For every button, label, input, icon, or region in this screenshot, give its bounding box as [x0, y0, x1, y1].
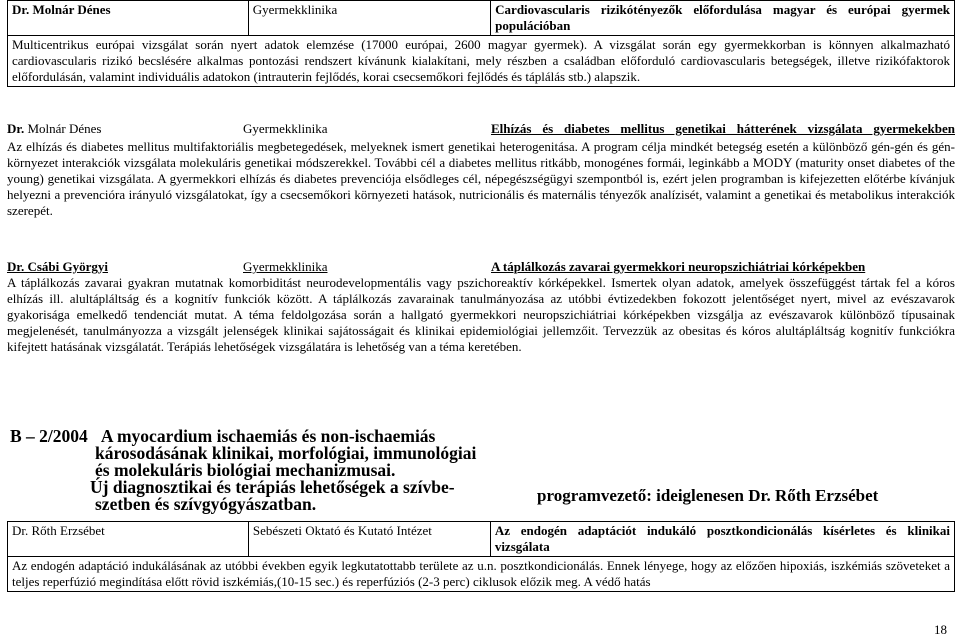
section-title-line-1: A myocardium ischaemiás és non-ischaemiás	[100, 426, 436, 446]
page-number: 18	[934, 622, 947, 637]
entry-institution: Gyermekklinika	[243, 121, 328, 136]
program-leader: programvezető: ideiglenesen Dr. Rőth Erzsébet	[537, 486, 879, 505]
entry-institution: Gyermekklinika	[248, 1, 490, 36]
section-title-line-5: szetben és szívgyógyászatban.	[95, 494, 317, 514]
entry-institution: Sebészeti Oktató és Kutató Intézet	[248, 522, 490, 557]
entry-1	[7, 0, 955, 87]
section-title-line-3: és molekuláris biológiai mechanizmusai.	[95, 460, 396, 480]
entry-author: Dr. Csábi Györgyi	[7, 259, 108, 274]
entry-title: Elhízás és diabetes mellitus genetikai hátterének vizsgálata gyermekekben	[491, 121, 955, 136]
entry-description: Az elhízás és diabetes mellitus multifaktoriális megbetegedések, melyeknek ismert genetikai heterogenitása. A program célja mindkét betegség esetén a különböző gén-gén és gén-környezet interakciók vizsgálata molekuláris genetikai módszerekkel. További cél a diabetes mellitus ritkább, monogénes formái, leginkább a MODY (maturity onset diabetes of the young) genetikai vizsgálata. A gyermekkori elhízás és diabetes prevenciója elsődleges cél, népegészségügyi szempontból is, ezért jelen programban is kifejezetten előtérbe kívánjuk helyezni a prevencióra irányuló vizsgálatokat, így a csecsemőkori környezeti hatások, nutricionális és maternális tényezők analízisét, valamint a genetikai és metabolikus interakciók szerepét.	[7, 139, 955, 218]
entry-description: Multicentrikus európai vizsgálat során nyert adatok elemzése (17000 európai, 2600 magyar gyermek). A vizsgálat során egy gyermekkorban is könnyen alkalmazható cardiovascularis rizikó becslésére alkalmas pontozási rendszert kívánunk kialakítani, mely részben a családban előforduló cardiovascularis betegségek, illetve rizikófaktorok előfordulásán, valamint individuális adatokon (intrauterin fejlődés, korai csecsemőkori fejlődés és táplálás stb.) alapszik.	[8, 36, 955, 87]
entry-author: Dr. Molnár Dénes	[8, 1, 249, 36]
entry-4	[7, 521, 955, 592]
entry-3	[7, 259, 955, 355]
entry-description: A táplálkozás zavarai gyakran mutatnak komorbiditást neurodevelopmentális vagy pszichoreaktív kórképekkel. Ismertek olyan adatok, amelyek összefüggést tártak fel a kóros elhízás ill. alultápláltság és a kognitív funkciók között. A táplálkozás zavarainak tanulmányozása az utóbbi évtizedekben fokozott jelentőséget nyert, mivel az evészavarok gyakorisága emelkedő tendenciát mutat. A téma feldolgozása során a hallgató gyermekkori neuropszichiátriai kórképekben vizsgálja az evészavarok különböző típusainak megjelenését, tanulmányozza a vizsgált jelenségek klinikai sajátosságait és klinikai epidemiológiai jellemzőit. Tervezzük az obesitas és kóros alultápláltság kognitív funkciókra kifejtett hatásának vizsgálatát. Terápiás lehetőségek vizsgálatára is lehetőség van a téma keretében.	[7, 275, 955, 354]
entry-2	[7, 121, 955, 219]
section-title-line-2: károsodásának klinikai, morfológiai, immunológiai	[95, 443, 477, 463]
entry-title: Az endogén adaptációt indukáló posztkondicionálás kísérletes és klinikai vizsgálata	[490, 522, 954, 557]
entry-author	[7, 121, 243, 137]
entry-title: Cardiovascularis rizikótényezők előfordulása magyar és európai gyermek populációban	[491, 1, 955, 36]
section-heading	[10, 428, 530, 513]
entry-author-prefix: Dr.	[7, 121, 25, 136]
section-code: B – 2/2004	[10, 426, 88, 446]
section-title-line-4: Új diagnosztikai és terápiás lehetőségek a szívbe-	[90, 477, 455, 497]
entry-description: Az endogén adaptáció indukálásának az utóbbi években egyik legkutatottabb területe az u.n. posztkondicionálás. Ennek lényege, hogy az előzően hipoxiás, iszkémiás szöveteket a teljes reperfúzió megindítása előtt rövid iszkémiás,(10-15 sec.) és reperfúziós (2-3 perc) ciklusok előzik meg. A védő hatás	[8, 557, 955, 592]
entry-author-name: Molnár Dénes	[24, 121, 102, 136]
entry-title: A táplálkozás zavarai gyermekkori neuropszichiátriai kórképekben	[491, 259, 866, 274]
entry-author: Dr. Rőth Erzsébet	[8, 522, 249, 557]
entry-institution: Gyermekklinika	[243, 259, 328, 274]
